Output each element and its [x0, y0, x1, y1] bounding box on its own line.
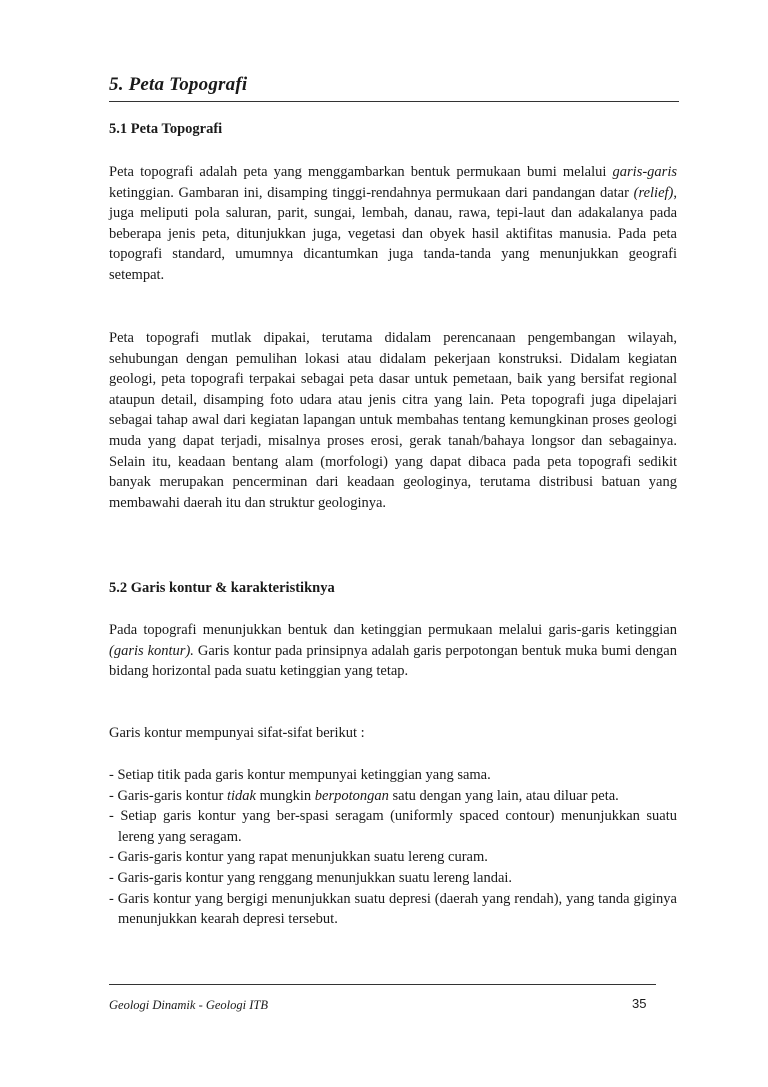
section-heading-5-1: 5.1 Peta Topografi	[109, 121, 223, 137]
paragraph-peta-topografi-definition: Peta topografi adalah peta yang menggambarkan bentuk permukaan bumi melalui garis-garis ketinggian. Gambaran ini, disamping tinggi-rendahnya permukaan dari pandangan datar (relief), juga meliputi pola saluran, parit, sungai, lembah, danau, rawa, tepi-laut dan adakalanya pada beberapa jenis peta, ditunjukkan juga, vegetasi dan obyek hasil aktifitas manusia. Pada peta topografi standard, umumnya dicantumkan juga tanda-tanda yang menunjukkan geografi setempat.	[109, 164, 677, 283]
page-number: 35	[632, 996, 647, 1011]
chapter-title: 5. Peta Topografi	[109, 74, 679, 102]
list-item: - Setiap garis kontur yang ber-spasi seragam (uniformly spaced contour) menunjukkan suatu lereng yang seragam.	[109, 808, 677, 845]
paragraph-peta-topografi-usage: Peta topografi mutlak dipakai, terutama didalam perencanaan pengembangan wilayah, sehubungan dengan pemulihan lokasi atau didalam pekerjaan konstruksi. Didalam kegiatan geologi, peta topografi terpakai sebagai peta dasar untuk pemetaan, baik yang bersifat regional ataupun detail, disamping foto udara atau jenis citra yang lain. Peta topografi juga dipelajari sebagai tahap awal dari kegiatan lapangan untuk membahas tentang kemungkinan proses geologi muda yang dapat terjadi, misalnya proses erosi, gerak tanah/bahaya longsor dan sebagainya. Selain itu, keadaan bentang alam (morfologi) yang dapat dibaca pada peta topografi sedikit banyak merupakan pencerminan dari keadaan geologinya, terutama distribusi batuan yang membawahi daerah itu dan struktur geologinya.	[109, 330, 677, 511]
section-heading-5-2: 5.2 Garis kontur & karakteristiknya	[109, 580, 335, 596]
list-item: - Garis-garis kontur yang renggang menunjukkan suatu lereng landai.	[109, 869, 513, 886]
footer-divider	[109, 984, 656, 985]
paragraph-garis-kontur-definition: Pada topografi menunjukkan bentuk dan ketinggian permukaan melalui garis-garis ketinggian (garis kontur). Garis kontur pada prinsipnya adalah garis perpotongan bentuk muka bumi dengan bidang horizontal pada suatu ketinggian yang tetap.	[109, 622, 677, 680]
contour-properties-list	[109, 765, 677, 930]
list-item: - Garis-garis kontur yang rapat menunjukkan suatu lereng curam.	[109, 849, 488, 866]
list-item: - Garis-garis kontur tidak mungkin berpotongan satu dengan yang lain, atau diluar peta.	[109, 787, 619, 804]
list-item: - Garis kontur yang bergigi menunjukkan suatu depresi (daerah yang rendah), yang tanda giginya menunjukkan kearah depresi tersebut.	[109, 890, 677, 928]
list-item: - Setiap titik pada garis kontur mempunyai ketinggian yang sama.	[109, 767, 491, 783]
footer-text: Geologi Dinamik - Geologi ITB	[109, 998, 269, 1012]
paragraph-sifat-intro: Garis kontur mempunyai sifat-sifat berikut :	[109, 725, 365, 741]
